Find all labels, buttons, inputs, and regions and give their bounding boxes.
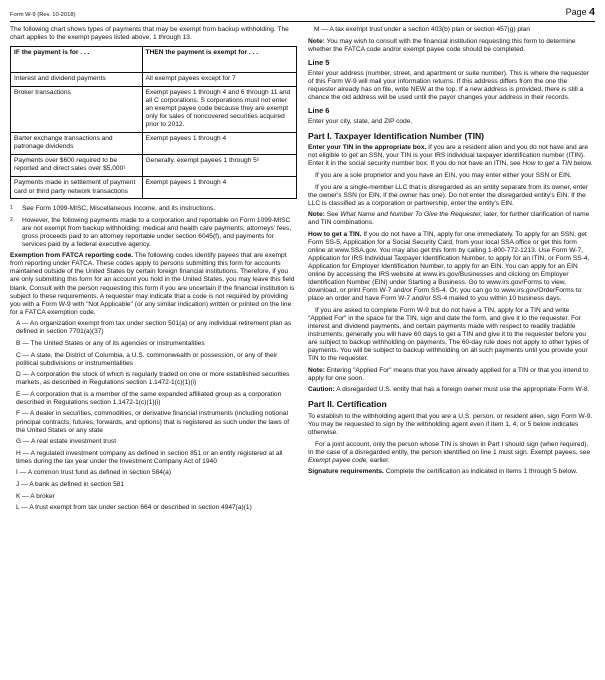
exempt-payments-table <box>10 46 297 199</box>
table-cell: Exempt payees 1 through 4 <box>142 132 296 154</box>
table-cell: Interest and dividend payments <box>11 72 143 86</box>
fatca-code-item: G — A real estate investment trust <box>16 438 117 446</box>
table-row <box>11 176 297 198</box>
right-column <box>308 26 595 516</box>
part2-heading: Part II. Certification <box>308 399 387 410</box>
table-cell: Exempt payees 1 through 4 and 6 through 11 and all C corporations. S corporations must not enter an exempt payee code because they are exempt only for sales of noncovered securities acquired prior to 2012. <box>142 86 296 132</box>
fatca-code-item: L — A trust exempt from tax under section 664 or described in section 4947(a)(1) <box>16 504 252 512</box>
left-column <box>10 26 297 516</box>
line6-paragraph: Enter your city, state, and ZIP code. <box>308 117 413 125</box>
fatca-code-list <box>10 320 297 512</box>
table-header: IF the payment is for . . . <box>11 46 143 72</box>
note-paragraph: Note: You may wish to consult with the financial institution requesting this form to determine whether the FATCA code and/or exempt payee code should be completed. <box>308 37 576 53</box>
table-cell: Generally, exempt payees 1 through 5² <box>142 154 296 176</box>
fatca-code-item: C — A state, the District of Columbia, a U.S. commonwealth or possession, or any of their political subdivisions or instrumentalities <box>16 351 278 367</box>
fatca-code-item: M — A tax exempt trust under a section 403(b) plan or section 457(g) plan <box>314 26 530 33</box>
section-heading: Line 6 <box>308 105 330 115</box>
table-cell: Payments over $600 required to be reported and direct sales over $5,000¹ <box>11 154 143 176</box>
certification-paragraph: To establish to the withholding agent that you are a U.S. person, or resident alien, sign Form W-9. You may be requested to sign by the withholding agent even if item 1, 4, or 5 below indicates otherwise. <box>308 412 593 436</box>
how-to-get-tin-paragraph: How to get a TIN. If you do not have a TIN, apply for one immediately. To apply for an SSN, get Form SS-5, Application for a Social Security Card, from your local SSA office or get this form online at www.SSA.gov. You may also get this form by calling 1-800-772-1213. Use Form W-7, Application for IRS Individual Taxpayer Identification Number, to apply for an ITIN, or Form SS-4, Application for Employer Identification Number, to apply for an EIN. You can apply for an EIN online by accessing the IRS website at www.irs.gov/Businesses and clicking on Employer Identification Number (EIN) under Starting a Business. Go to www.irs.gov/Forms to view, download, or print Form W-7 and/or Form SS-4. Or, you can go to www.irs.gov/OrderForms to place an order and have Form W-7 and/or SS-4 mailed to you within 10 business days. <box>308 231 590 303</box>
tin-paragraph: If you are a single-member LLC that is disregarded as an entity separate from its owner, enter the owner's SSN (or EIN, if the owner has one). Do not enter the disregarded entity's EIN. If the LLC is classified as a corporation or partnership, enter the entity's EIN. <box>308 183 589 207</box>
table-cell: All exempt payees except for 7 <box>142 72 296 86</box>
signature-paragraph: Signature requirements. Complete the certification as indicated in items 1 through 5 below. <box>308 468 578 476</box>
table-row <box>11 72 297 86</box>
form-id: Form W-9 (Rev. 10-2018) <box>10 11 76 18</box>
footnote: 2 However, the following payments made to a corporation and reportable on Form 1099-MISC are not exempt from backup withholding: medical and health care payments, attorneys' fees, gross proceeds paid to an attorney reportable under section 6045(f), and payments for services paid by a federal executive agency. <box>10 216 292 248</box>
applied-for-paragraph: If you are asked to complete Form W-9 but do not have a TIN, apply for a TIN and write "Applied For" in the space for the TIN, sign and date the form, and give it to the requester. For interest and dividend payments, and certain payments made with respect to readily tradable instruments, generally you will have 60 days to get a TIN and give it to the requester before you are subject to backup withholding on payments. The 60-day rule does not apply to other types of payments. You will be subject to backup withholding on all such payments until you provide your TIN to the requester. <box>308 306 589 363</box>
tin-paragraph: If you are a sole proprietor and you have an EIN, you may enter either your SSN or EIN. <box>315 172 572 180</box>
fatca-code-item: I — A common trust fund as defined in section 584(a) <box>16 469 172 477</box>
table-cell: Payments made in settlement of payment card or third party network transactions <box>11 176 143 198</box>
fatca-code-item: F — A dealer in securities, commodities, or derivative financial instruments (including notional principal contracts, futures, forwards, and options) that is registered as such under the laws of the United States or any state <box>16 410 290 434</box>
chart-intro: The following chart shows types of payments that may be exempt from backup withholding. The chart applies to the exempt payees listed above, 1 through 13. <box>10 26 289 42</box>
table-header: THEN the payment is exempt for . . . <box>142 46 296 72</box>
certification-paragraph: For a joint account, only the person whose TIN is shown in Part I should sign (when required). In the case of a disregarded entity, the person identified on line 1 must sign. Exempt payees, see Exempt payee code, earlier. <box>308 440 591 464</box>
note-paragraph: Note: See What Name and Number To Give the Requester, later, for further clarification of name and TIN combinations. <box>308 211 590 227</box>
table-cell: Barter exchange transactions and patronage dividends <box>11 132 143 154</box>
table-row <box>11 86 297 132</box>
table-row <box>11 132 297 154</box>
fatca-code-item: K — A broker <box>16 492 55 500</box>
page-header <box>10 8 595 22</box>
tin-paragraph: Enter your TIN in the appropriate box. If you are a resident alien and you do not have and are not eligible to get an SSN, your TIN is your IRS individual taxpayer identification number (ITIN). Enter it in the social security number box. If you do not have an ITIN, see How to get a TIN below. <box>308 144 593 168</box>
fatca-code-item: A — An organization exempt from tax under section 501(a) or any individual retirement plan as defined in section 7701(a)(37) <box>16 320 292 336</box>
fatca-code-item: B — The United States or any of its agencies or instrumentalities <box>16 339 205 347</box>
section-heading: Line 5 <box>308 57 330 67</box>
note-paragraph: Note: Entering "Applied For" means that you have already applied for a TIN or that you intend to apply for one soon. <box>308 366 589 382</box>
table-cell: Broker transactions <box>11 86 143 132</box>
fatca-code-item: E — A corporation that is a member of the same expanded affiliated group as a corporation described in Regulations section 1.1472-1(c)(1)(i) <box>16 390 282 406</box>
line5-paragraph: Enter your address (number, street, and apartment or suite number). This is where the requester of this Form W-9 will mail your information returns. If this address differs from the one the requester already has on file, write NEW at the top. If a new address is provided, there is still a chance the old address will be used until the payor changes your address in their records. <box>308 69 589 101</box>
table-cell: Exempt payees 1 through 4 <box>142 176 296 198</box>
footnotes <box>10 205 297 249</box>
footnote: 1 See Form 1099-MISC, Miscellaneous Income, and its instructions. <box>10 205 216 213</box>
part1-heading: Part I. Taxpayer Identification Number (TIN) <box>308 130 485 141</box>
page-number: Page 4 <box>565 6 595 19</box>
table-header-row <box>11 46 297 72</box>
fatca-code-item: H — A regulated investment company as defined in section 851 or an entity registered at all times during the tax year under the Investment Company Act of 1940 <box>16 449 283 465</box>
fatca-code-item: J — A bank as defined in section 581 <box>16 481 125 489</box>
table-row <box>11 154 297 176</box>
fatca-code-item: D — A corporation the stock of which is regularly traded on one or more established securities markets, as described in Regulations section 1.1472-1(c)(1)(i) <box>16 371 290 387</box>
fatca-paragraph: Exemption from FATCA reporting code. The following codes identify payees that are exempt from reporting under FATCA. These codes apply to persons submitting this form for accounts maintained outside of the United States by certain foreign financial institutions. Therefore, if you are only submitting this form for an account you hold in the United States, you may leave this field blank. Consult with the person requesting this form if you are uncertain if the financial institution is subject to these requirements. A requester may indicate that a code is not required by providing you with a Form W-9 with "Not Applicable" (or any similar indication) written or printed on the line for a FATCA exemption code. <box>10 252 295 316</box>
caution-paragraph: Caution: A disregarded U.S. entity that has a foreign owner must use the appropriate Form W-8. <box>308 386 590 394</box>
